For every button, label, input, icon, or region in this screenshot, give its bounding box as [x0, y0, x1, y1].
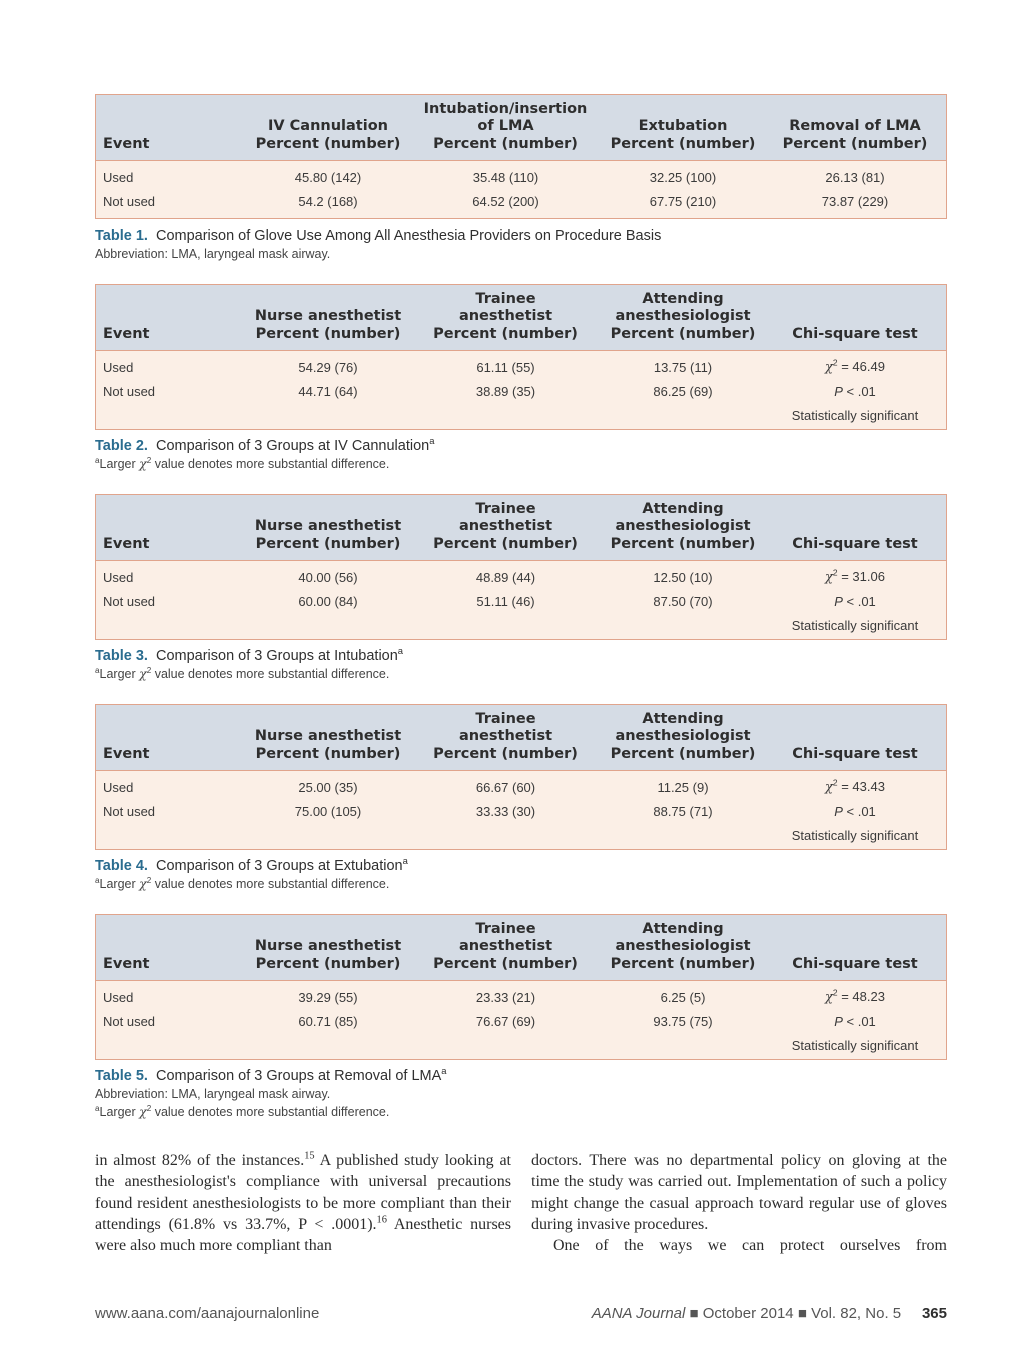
table-cell: 64.52 (200): [472, 193, 539, 209]
table-cell: Used: [103, 569, 134, 585]
header-cell: Attending anesthesiologist Percent (number): [610, 290, 756, 342]
table-header: [96, 705, 946, 771]
table-footnote: $^a$Larger $\chi^2$ value denotes more substantial difference.: [95, 455, 390, 471]
table-row: [96, 165, 946, 189]
table-cell: 60.00 (84): [298, 593, 358, 609]
header-cell: Attending anesthesiologist Percent (number): [610, 500, 756, 552]
table-row: [96, 823, 946, 847]
table-row: [96, 799, 946, 823]
caption-label: Table 4.: [95, 858, 148, 874]
caption-text: Comparison of Glove Use Among All Anesthesia Providers on Procedure Basis: [155, 228, 662, 244]
table-cell: 88.75 (71): [653, 803, 713, 819]
table-5: [95, 914, 947, 1060]
body-paragraph: One of the ways we can protect ourselves from: [553, 1237, 947, 1255]
table-cell: 60.71 (85): [298, 1013, 358, 1029]
separator-icon: ■: [689, 1305, 699, 1322]
header-cell: Nurse anesthetist Percent (number): [254, 518, 402, 552]
table-cell: 45.80 (142): [294, 169, 362, 185]
header-cell: Extubation Percent (number): [610, 118, 756, 152]
table-cell: P < .01: [834, 593, 876, 609]
page-number: 365: [921, 1305, 947, 1322]
volume-number: Vol. 82, No. 5: [811, 1305, 902, 1322]
table-cell: 86.25 (69): [653, 383, 713, 399]
table-cell: 87.50 (70): [653, 593, 713, 609]
table-header: [96, 285, 946, 351]
table-1: [95, 94, 947, 219]
table-caption: [95, 857, 408, 875]
header-cell: Nurse anesthetist Percent (number): [254, 308, 402, 342]
table-cell: P < .01: [834, 1013, 876, 1029]
header-cell: Attending anesthesiologist Percent (number): [610, 710, 756, 762]
table-cell: 12.50 (10): [653, 569, 713, 585]
table-caption: [95, 1067, 447, 1085]
table-row: [96, 565, 946, 589]
caption-label: Table 3.: [95, 648, 148, 664]
caption-label: Table 5.: [95, 1068, 148, 1084]
table-cell: 26.13 (81): [825, 169, 885, 185]
table-row: [96, 613, 946, 637]
table-row: [96, 985, 946, 1009]
table-cell: Not used: [103, 803, 156, 819]
table-cell: P < .01: [834, 803, 876, 819]
citation: 15: [304, 1150, 315, 1162]
header-cell: Attending anesthesiologist Percent (number): [610, 920, 756, 972]
table-cell: 11.25 (9): [657, 779, 709, 795]
table-row: [96, 403, 946, 427]
table-cell: Statistically significant: [791, 617, 919, 633]
caption-label: Table 1.: [95, 228, 148, 244]
table-row: [96, 1009, 946, 1033]
footnote-marker: a: [429, 435, 435, 447]
table-cell: Not used: [103, 193, 156, 209]
body-column-right: [531, 1150, 947, 1256]
table-row: [96, 775, 946, 799]
body-text: A published study looking at the anesthesiologist's compliance with universal precautions found resident anesthesiologists to be more compliant than their attendings (61.8% vs 33.7%, P < .0001).: [95, 1152, 511, 1233]
header-cell: Chi-square test: [792, 535, 918, 552]
table-cell: Used: [103, 989, 134, 1005]
table-header: [96, 915, 946, 981]
table-4: [95, 704, 947, 850]
table-cell: $\chi^2 = 43.43$: [825, 777, 885, 795]
table-cell: Used: [103, 359, 134, 375]
header-cell: IV Cannulation Percent (number): [255, 118, 401, 152]
header-cell: Trainee anesthetist Percent (number): [433, 290, 578, 342]
table-cell: Not used: [103, 383, 156, 399]
table-footnote: $^a$Larger $\chi^2$ value denotes more substantial difference.: [95, 665, 390, 681]
table-row: [96, 189, 946, 213]
body-text: Anesthetic nurses were also much more compliant than: [95, 1215, 511, 1255]
table-row: [96, 589, 946, 613]
table-cell: $\chi^2 = 48.23$: [825, 987, 885, 1005]
issue-date: October 2014: [702, 1305, 794, 1322]
table-cell: 76.67 (69): [475, 1013, 536, 1029]
table-note: Abbreviation: LMA, laryngeal mask airway.: [95, 247, 331, 261]
table-footnote: $^a$Larger $\chi^2$ value denotes more substantial difference.: [95, 875, 390, 891]
caption-text: Comparison of 3 Groups at IV Cannulation: [155, 438, 430, 454]
table-cell: Used: [103, 779, 134, 795]
table-cell: 93.75 (75): [653, 1013, 713, 1029]
table-cell: 66.67 (60): [475, 779, 536, 795]
header-cell: Nurse anesthetist Percent (number): [254, 938, 402, 972]
table-cell: 61.11 (55): [476, 359, 535, 375]
table-2: [95, 284, 947, 430]
table-cell: $\chi^2 = 31.06$: [825, 567, 885, 585]
table-cell: 6.25 (5): [660, 989, 706, 1005]
table-row: [96, 355, 946, 379]
header-cell: Event: [103, 535, 150, 552]
caption-text: Comparison of 3 Groups at Intubation: [155, 648, 398, 664]
citation: 16: [376, 1214, 387, 1226]
header-cell: Chi-square test: [792, 325, 918, 342]
table-cell: 44.71 (64): [298, 383, 358, 399]
table-header: [96, 95, 946, 161]
table-cell: 23.33 (21): [475, 989, 536, 1005]
header-cell: Trainee anesthetist Percent (number): [433, 500, 578, 552]
table-cell: 35.48 (110): [472, 169, 539, 185]
table-cell: Statistically significant: [791, 1037, 919, 1053]
table-cell: Statistically significant: [791, 407, 919, 423]
footnote-marker: a: [441, 1065, 447, 1077]
header-cell: Chi-square test: [792, 955, 918, 972]
header-cell: Event: [103, 325, 150, 342]
table-cell: 54.2 (168): [298, 193, 358, 209]
table-cell: 33.33 (30): [475, 803, 536, 819]
header-cell: Event: [103, 955, 150, 972]
table-cell: 13.75 (11): [653, 359, 713, 375]
table-cell: Not used: [103, 1013, 156, 1029]
body-column-left: [95, 1150, 511, 1256]
table-footnote: $^a$Larger $\chi^2$ value denotes more substantial difference.: [95, 1103, 390, 1119]
caption-text: Comparison of 3 Groups at Removal of LMA: [155, 1068, 442, 1084]
header-cell: Event: [103, 135, 150, 152]
caption-label: Table 2.: [95, 438, 148, 454]
table-cell: 54.29 (76): [298, 359, 358, 375]
table-3: [95, 494, 947, 640]
table-caption: [95, 647, 403, 665]
table-cell: 51.11 (46): [476, 593, 535, 609]
table-cell: 39.29 (55): [298, 989, 358, 1005]
table-cell: 67.75 (210): [649, 193, 717, 209]
table-cell: $\chi^2 = 46.49$: [825, 357, 885, 375]
table-cell: 48.89 (44): [475, 569, 536, 585]
journal-name: AANA Journal: [591, 1305, 686, 1322]
footer-url: www.aana.com/aanajournalonline: [95, 1305, 320, 1322]
header-cell: Trainee anesthetist Percent (number): [433, 710, 578, 762]
table-cell: 73.87 (229): [821, 193, 889, 209]
body-text: in almost 82% of the instances.: [95, 1152, 305, 1169]
table-note: Abbreviation: LMA, laryngeal mask airway.: [95, 1087, 331, 1101]
table-cell: 32.25 (100): [649, 169, 717, 185]
table-cell: 38.89 (35): [475, 383, 536, 399]
table-cell: 25.00 (35): [298, 779, 358, 795]
table-cell: Statistically significant: [791, 827, 919, 843]
header-cell: Chi-square test: [792, 745, 918, 762]
header-cell: Nurse anesthetist Percent (number): [254, 728, 402, 762]
table-caption: [95, 437, 434, 455]
table-cell: Used: [103, 169, 134, 185]
footer-journal-info: [592, 1305, 947, 1322]
table-cell: P < .01: [834, 383, 876, 399]
table-header: [96, 495, 946, 561]
header-cell: Event: [103, 745, 150, 762]
header-cell: Intubation/insertion of LMA Percent (number): [423, 100, 588, 152]
separator-icon: ■: [797, 1305, 807, 1322]
header-cell: Trainee anesthetist Percent (number): [433, 920, 578, 972]
caption-text: Comparison of 3 Groups at Extubation: [155, 858, 403, 874]
header-cell: Removal of LMA Percent (number): [782, 118, 928, 152]
table-cell: 40.00 (56): [298, 569, 358, 585]
table-caption: [95, 227, 661, 245]
table-cell: Not used: [103, 593, 156, 609]
body-paragraph: doctors. There was no departmental policy on gloving at the time the study was carried out. Implementation of such a policy might change the casual approach toward regular use of gloves during invasive procedures.: [531, 1152, 947, 1233]
footnote-marker: a: [397, 645, 404, 657]
table-cell: 75.00 (105): [294, 803, 362, 819]
footnote-marker: a: [402, 855, 408, 867]
table-row: [96, 1033, 946, 1057]
table-row: [96, 379, 946, 403]
